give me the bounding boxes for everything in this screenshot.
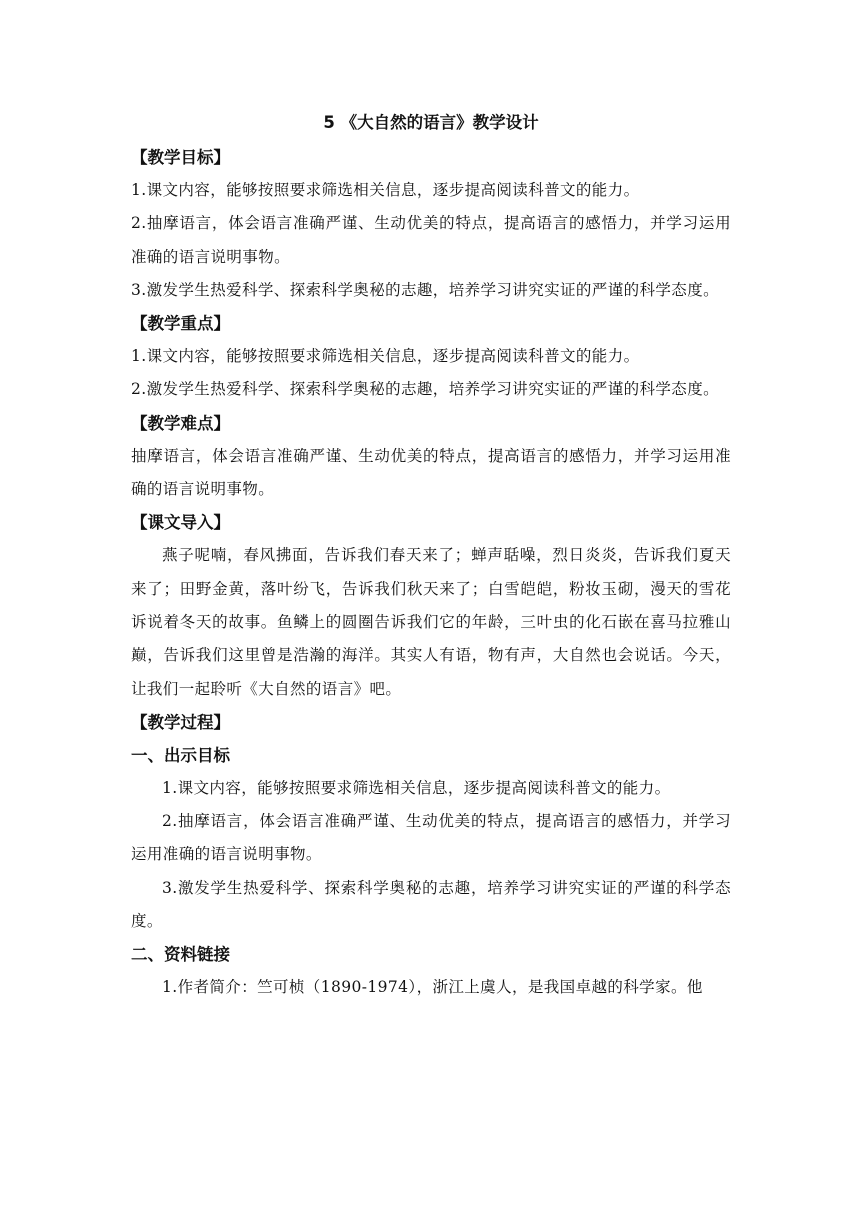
section-heading-process: 【教学过程】 <box>131 712 230 732</box>
objective-item-3: 3.激发学生热爱科学、探索科学奥秘的志趣，培养学习讲究实证的严谨的科学态度。 <box>131 280 719 299</box>
introduction-text: 燕子呢喃，春风拂面，告诉我们春天来了；蝉声聒噪，烈日炎炎，告诉我们夏天来了；田野金黄，落叶纷飞，告诉我们秋天来了；白雪皑皑，粉妆玉砌，漫天的雪花诉说着冬天的故事。鱼鳞上的圆圈告诉我们它的年龄，三叶虫的化石嵌在喜马拉雅山巅，告诉我们这里曾是浩瀚的海洋。其实人有语，物有声，大自然也会说话。今天，让我们一起聆听《大自然的语言》吧。 <box>131 546 731 698</box>
process-part-2-heading: 二、资料链接 <box>131 945 230 965</box>
section-heading-introduction: 【课文导入】 <box>131 513 230 533</box>
section-heading-key-points: 【教学重点】 <box>131 314 230 334</box>
key-point-item-2: 2.激发学生热爱科学、探索科学奥秘的志趣，培养学习讲究实证的严谨的科学态度。 <box>131 380 719 399</box>
process-goal-item-3: 3.激发学生热爱科学、探索科学奥秘的志趣，培养学习讲究实证的严谨的科学态度。 <box>131 878 731 931</box>
document-body <box>131 108 731 1005</box>
objective-item-2: 2.抽摩语言，体会语言准确严谨、生动优美的特点，提高语言的感悟力，并学习运用准确的语言说明事物。 <box>131 214 731 266</box>
process-goal-item-2: 2.抽摩语言，体会语言准确严谨、生动优美的特点，提高语言的感悟力，并学习运用准确的语言说明事物。 <box>131 812 731 864</box>
key-point-item-1: 1.课文内容，能够按照要求筛选相关信息，逐步提高阅读科普文的能力。 <box>131 347 640 366</box>
document-title: 5 《大自然的语言》教学设计 <box>323 113 539 132</box>
section-heading-difficulties: 【教学难点】 <box>131 413 230 433</box>
difficulties-text: 抽摩语言，体会语言准确严谨、生动优美的特点，提高语言的感悟力，并学习运用准确的语言说明事物。 <box>131 446 731 499</box>
process-part-1-heading: 一、出示目标 <box>131 745 230 765</box>
resource-item-1: 1.作者简介：竺可桢（1890-1974），浙江上虞人，是我国卓越的科学家。他 <box>162 978 703 997</box>
process-goal-item-1: 1.课文内容，能够按照要求筛选相关信息，逐步提高阅读科普文的能力。 <box>162 778 671 797</box>
objective-item-1: 1.课文内容，能够按照要求筛选相关信息，逐步提高阅读科普文的能力。 <box>131 181 640 199</box>
section-heading-objectives: 【教学目标】 <box>131 148 230 167</box>
